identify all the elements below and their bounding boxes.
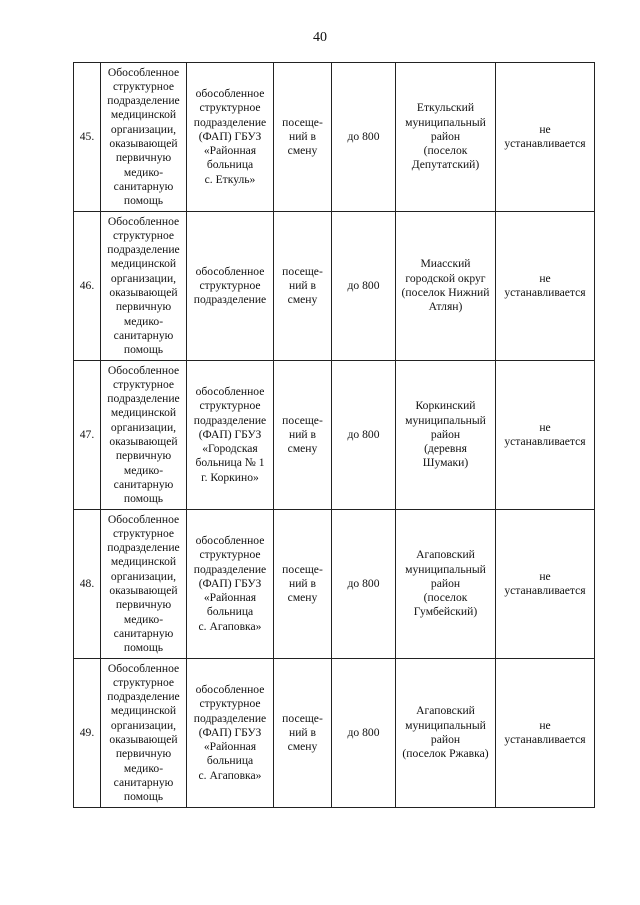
subdivision-name: обособленное структурное подразделение (ФАП) ГБУЗ «Городская больница № 1 г. Коркино» [187, 361, 274, 510]
location: Агаповский муниципальный район (поселок Ржавка) [396, 659, 496, 808]
capacity-value: до 800 [332, 63, 396, 212]
restriction: не устанавливается [496, 510, 595, 659]
restriction: не устанавливается [496, 659, 595, 808]
location: Миасский городской округ (поселок Нижний Атлян) [396, 212, 496, 361]
row-number: 48. [74, 510, 101, 659]
subdivision-name: обособленное структурное подразделение (ФАП) ГБУЗ «Районная больница с. Еткуль» [187, 63, 274, 212]
page-number: 40 [313, 30, 327, 45]
row-number: 46. [74, 212, 101, 361]
row-number: 49. [74, 659, 101, 808]
capacity-unit: посеще- ний в смену [274, 212, 332, 361]
capacity-unit: посеще- ний в смену [274, 63, 332, 212]
facilities-table [73, 62, 595, 808]
facility-type: Обособленное структурное подразделение медицинской организации, оказывающей первичную медико- санитарную помощь [101, 659, 187, 808]
restriction: не устанавливается [496, 63, 595, 212]
table-row [74, 361, 595, 510]
capacity-unit: посеще- ний в смену [274, 510, 332, 659]
capacity-unit: посеще- ний в смену [274, 361, 332, 510]
restriction: не устанавливается [496, 361, 595, 510]
facility-type: Обособленное структурное подразделение медицинской организации, оказывающей первичную медико- санитарную помощь [101, 361, 187, 510]
capacity-value: до 800 [332, 212, 396, 361]
facility-type: Обособленное структурное подразделение медицинской организации, оказывающей первичную медико- санитарную помощь [101, 510, 187, 659]
capacity-value: до 800 [332, 361, 396, 510]
row-number: 47. [74, 361, 101, 510]
table-row [74, 510, 595, 659]
location: Коркинский муниципальный район (деревня Шумаки) [396, 361, 496, 510]
subdivision-name: обособленное структурное подразделение (ФАП) ГБУЗ «Районная больница с. Агаповка» [187, 510, 274, 659]
subdivision-name: обособленное структурное подразделение [187, 212, 274, 361]
facility-type: Обособленное структурное подразделение медицинской организации, оказывающей первичную медико- санитарную помощь [101, 63, 187, 212]
capacity-value: до 800 [332, 510, 396, 659]
capacity-value: до 800 [332, 659, 396, 808]
table-row [74, 212, 595, 361]
table-row [74, 659, 595, 808]
subdivision-name: обособленное структурное подразделение (ФАП) ГБУЗ «Районная больница с. Агаповка» [187, 659, 274, 808]
location: Еткульский муниципальный район (поселок Депутатский) [396, 63, 496, 212]
table-row [74, 63, 595, 212]
row-number: 45. [74, 63, 101, 212]
restriction: не устанавливается [496, 212, 595, 361]
capacity-unit: посеще- ний в смену [274, 659, 332, 808]
location: Агаповский муниципальный район (поселок Гумбейский) [396, 510, 496, 659]
facility-type: Обособленное структурное подразделение медицинской организации, оказывающей первичную медико- санитарную помощь [101, 212, 187, 361]
